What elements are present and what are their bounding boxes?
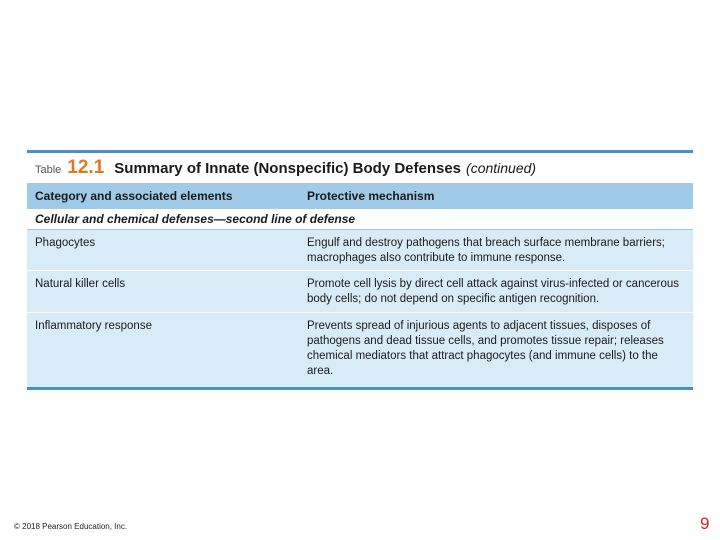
row-mechanism: Prevents spread of injurious agents to adjacent tissues, disposes of pathogens and dead tissue cells, and promotes tissue repair; releases chemical mediators that attract phagocytes (and immune cells) to the area. <box>307 320 664 377</box>
table-row <box>27 271 693 313</box>
section-heading: Cellular and chemical defenses—second line of defense <box>27 209 693 230</box>
table-title: Summary of Innate (Nonspecific) Body Defenses <box>114 159 462 177</box>
row-category: Phagocytes <box>35 237 96 249</box>
defenses-table <box>27 150 693 390</box>
header-mechanism: Protective mechanism <box>307 189 435 203</box>
table-header-row <box>27 183 693 209</box>
table-number: 12.1 <box>67 157 105 178</box>
row-mechanism: Engulf and destroy pathogens that breach surface membrane barriers; macrophages also contribute to immune response. <box>307 237 665 264</box>
table-label-word: Table <box>35 164 62 176</box>
table-row <box>27 313 693 387</box>
page-number: 9 <box>700 514 710 533</box>
row-mechanism: Promote cell lysis by direct cell attack against virus-infected or cancerous body cells; do not depend on specific antigen recognition. <box>307 278 679 305</box>
copyright-text: © 2018 Pearson Education, Inc. <box>14 522 128 531</box>
row-category: Natural killer cells <box>35 278 126 290</box>
table-title-bar <box>27 153 693 183</box>
table-row <box>27 230 693 271</box>
table-continued: (continued) <box>466 160 537 176</box>
header-category: Category and associated elements <box>35 189 233 203</box>
row-category: Inflammatory response <box>35 320 152 332</box>
